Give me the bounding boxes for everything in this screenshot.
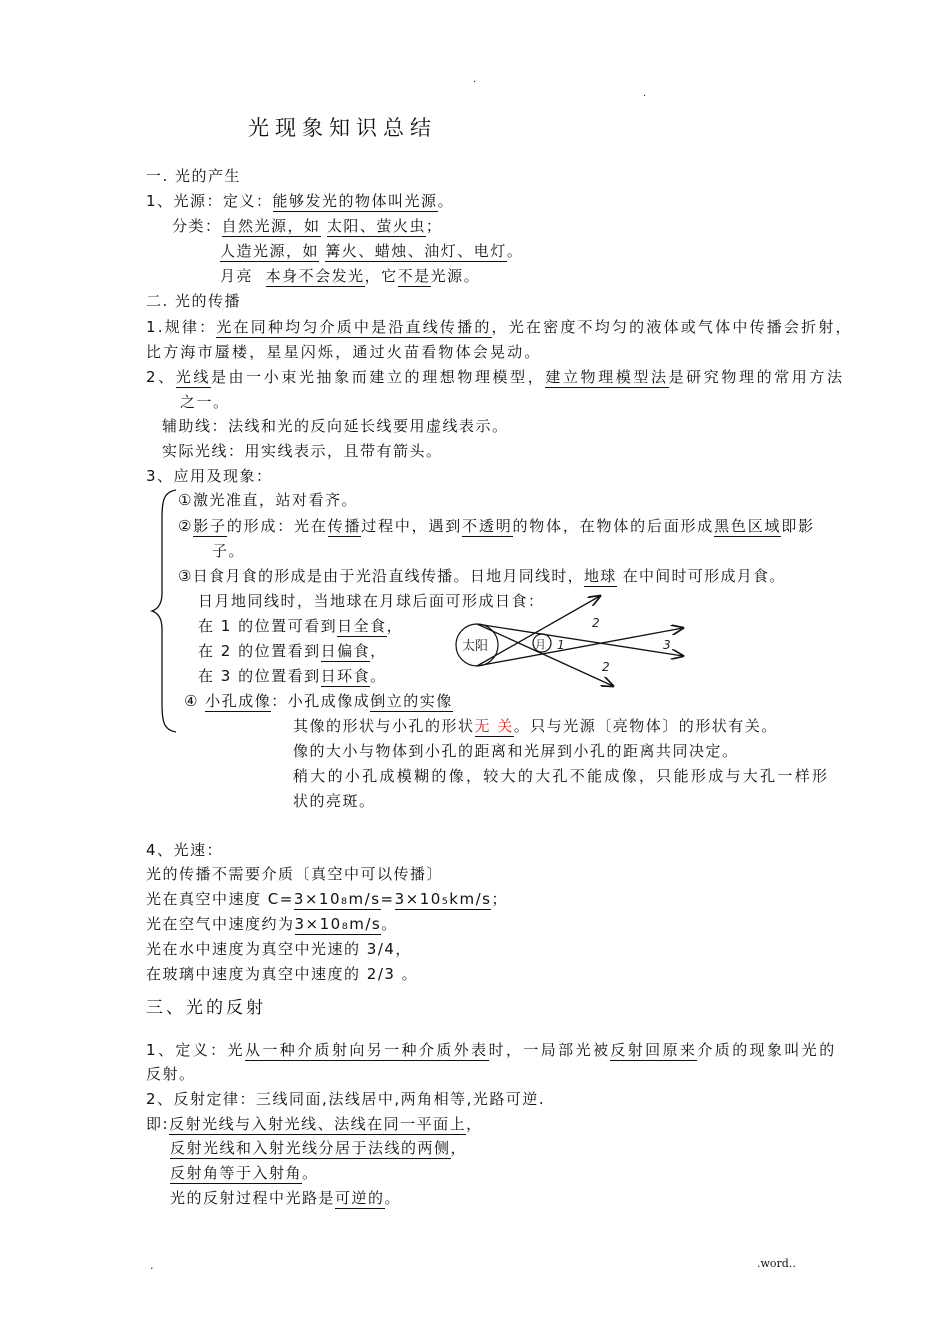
text-line bbox=[220, 241, 523, 261]
text: 光在真空中速度 C= bbox=[146, 890, 294, 908]
underlined-text: 日环食 bbox=[320, 667, 371, 685]
text: ④ bbox=[184, 692, 199, 710]
section-heading: 一. 光的产生 bbox=[146, 167, 242, 185]
text: ； bbox=[491, 890, 508, 908]
text: ， bbox=[466, 1115, 483, 1133]
text-line bbox=[146, 191, 454, 211]
text-line bbox=[170, 1138, 467, 1158]
text-line: 稍大的小孔成模糊的像，较大的大孔不能成像，只能形成与大孔一样形 bbox=[293, 767, 830, 785]
text: ， bbox=[386, 617, 404, 635]
text-line bbox=[146, 1114, 483, 1134]
text: ，它 bbox=[364, 267, 398, 285]
text-line: 光在水中速度为真空中光速的 3/4， bbox=[146, 940, 412, 958]
ray bbox=[477, 596, 600, 666]
text: = bbox=[380, 890, 395, 908]
underlined-text: 人造光源，如 bbox=[220, 242, 320, 260]
text-line: 2、反射定律：三线同面,法线居中,两角相等,光路可逆. bbox=[146, 1090, 546, 1108]
text: 月亮 bbox=[220, 267, 254, 285]
text: ， bbox=[450, 1139, 468, 1157]
text: ③日食月食的形成是由于光沿直线传播。日地月同线时， bbox=[178, 567, 584, 585]
section-heading: 三、光的反射 bbox=[146, 998, 266, 1018]
text: 。 bbox=[506, 242, 524, 260]
text: 是由一小束光抽象而建立的理想物理模型， bbox=[210, 368, 546, 386]
underlined-text: 无 关 bbox=[474, 717, 514, 735]
text-line: 之一。 bbox=[180, 393, 230, 411]
section-heading: 4、光速： bbox=[146, 841, 224, 859]
text-line bbox=[198, 616, 403, 636]
position-label: 2 bbox=[602, 660, 610, 674]
text-line bbox=[146, 914, 398, 934]
underlined-text: 小孔成像 bbox=[205, 692, 272, 710]
ray bbox=[477, 624, 683, 656]
text: 即影 bbox=[781, 517, 815, 535]
text: ② bbox=[178, 517, 194, 535]
underlined-text: 3×10₈m/s bbox=[293, 890, 381, 908]
underlined-text: 日偏食 bbox=[320, 642, 371, 660]
text: 。 bbox=[302, 1164, 319, 1182]
underlined-text: 地球 bbox=[583, 567, 617, 585]
text-line: 日月地同线时，当地球在月球后面可形成日食： bbox=[198, 592, 545, 610]
text: 。 bbox=[384, 1189, 402, 1207]
text-line bbox=[198, 641, 387, 661]
text-line bbox=[220, 266, 480, 286]
text: 光源。 bbox=[430, 267, 481, 285]
underlined-text: 反射光线与入射光线、法线在同一平面上 bbox=[169, 1115, 467, 1133]
text: 。 bbox=[381, 915, 398, 933]
footer-dot: . bbox=[150, 1259, 154, 1272]
underlined-text: 建立物理模型法 bbox=[545, 368, 669, 386]
text: 在中间时可形成月食。 bbox=[622, 567, 786, 585]
text: 1、定义：光 bbox=[146, 1041, 245, 1059]
underlined-text: 能够发光的物体叫光源 bbox=[272, 192, 438, 210]
text: ，光在密度不均匀的液体或气体中传播会折射， bbox=[491, 318, 853, 336]
footer-watermark: .word.. bbox=[757, 1257, 796, 1270]
section-heading: 二. 光的传播 bbox=[146, 292, 242, 310]
text-line: 光的传播不需要介质〔真空中可以传播〕 bbox=[146, 865, 444, 883]
text: 1.规律： bbox=[146, 318, 217, 336]
text: 在 2 的位置看到 bbox=[198, 642, 321, 660]
text-line bbox=[146, 317, 853, 337]
underlined-text: 影子 bbox=[193, 517, 227, 535]
text: 2、 bbox=[146, 368, 176, 386]
text-line: 在玻璃中速度为真空中速度的 2/3 。 bbox=[146, 965, 419, 983]
underlined-text: 倒立的实像 bbox=[370, 692, 453, 710]
text-line: 比方海市蜃楼，星星闪烁，通过火苗看物体会晃动。 bbox=[146, 343, 542, 361]
text: 的形成：光在 bbox=[226, 517, 328, 535]
text: 其像的形状与小孔的形状 bbox=[293, 717, 475, 735]
position-label: 1 bbox=[557, 638, 565, 652]
text-line: 状的亮斑。 bbox=[293, 792, 376, 810]
underlined-text: 不透明 bbox=[462, 517, 513, 535]
header-dot: . bbox=[473, 74, 478, 85]
text: 1、光源：定义： bbox=[146, 192, 273, 210]
underlined-text: 光在同种均匀介质中是沿直线传播的 bbox=[216, 318, 492, 336]
moon-label: 月 bbox=[535, 638, 546, 651]
text: 。只与光源〔亮物体〕的形状有关。 bbox=[513, 717, 778, 735]
underlined-text: 本身不会发光 bbox=[265, 267, 365, 285]
sun-label: 太阳 bbox=[462, 639, 489, 654]
text: 。 bbox=[437, 192, 455, 210]
text-line bbox=[178, 516, 815, 536]
text: 光的反射过程中光路是 bbox=[170, 1189, 336, 1207]
text-line bbox=[146, 889, 508, 909]
text: 。 bbox=[370, 667, 387, 685]
underlined-text: 从一种介质射向另一种介质外表 bbox=[244, 1041, 489, 1059]
text-line bbox=[146, 1040, 837, 1060]
underlined-text: 自然光源，如 bbox=[221, 217, 321, 235]
text-line: 实际光线：用实线表示，且带有箭头。 bbox=[162, 442, 443, 460]
text-line: 子。 bbox=[212, 542, 246, 560]
text: 即: bbox=[146, 1115, 170, 1133]
brace bbox=[150, 488, 180, 734]
text-line bbox=[184, 691, 453, 711]
underlined-text: 不是 bbox=[397, 267, 431, 285]
text-line bbox=[293, 716, 778, 736]
underlined-text: 反射光线和入射光线分居于法线的两侧 bbox=[170, 1139, 451, 1157]
text-line bbox=[170, 1188, 401, 1208]
header-dot: . bbox=[643, 88, 648, 99]
text: ； bbox=[425, 217, 443, 235]
underlined-text: 篝火、蜡烛、油灯、电灯 bbox=[325, 242, 507, 260]
text: 时，一局部光被 bbox=[488, 1041, 611, 1059]
page-title: 光现象知识总结 bbox=[248, 116, 437, 140]
text-line bbox=[146, 367, 845, 387]
text: 在 3 的位置看到 bbox=[198, 667, 321, 685]
ray bbox=[477, 628, 683, 666]
text-line bbox=[170, 1163, 319, 1183]
text-line bbox=[198, 666, 387, 686]
underlined-text: 太阳、萤火虫 bbox=[326, 217, 426, 235]
text: 分类： bbox=[172, 217, 222, 235]
text-line: 3、应用及现象： bbox=[146, 467, 273, 485]
underlined-text: 日全食 bbox=[337, 617, 387, 635]
underlined-text: 光线 bbox=[175, 368, 211, 386]
text: ：小孔成像成 bbox=[271, 692, 371, 710]
text: 在 1 的位置可看到 bbox=[198, 617, 338, 635]
underlined-text: 可逆的 bbox=[335, 1189, 385, 1207]
text: 光在空气中速度约为 bbox=[146, 915, 295, 933]
underlined-text: 3×10₈m/s bbox=[294, 915, 382, 933]
text-line: 像的大小与物体到小孔的距离和光屏到小孔的距离共同决定。 bbox=[293, 742, 739, 760]
text: 介质的现象叫光的 bbox=[697, 1041, 837, 1059]
eclipse-diagram bbox=[450, 586, 690, 696]
position-label: 3 bbox=[663, 638, 671, 652]
underlined-text: 反射角等于入射角 bbox=[170, 1164, 303, 1182]
text: ， bbox=[370, 642, 387, 660]
position-label: 2 bbox=[592, 616, 600, 630]
text-line: 辅助线：法线和光的反向延长线要用虚线表示。 bbox=[162, 417, 509, 435]
underlined-text: 3×10₅km/s bbox=[394, 890, 492, 908]
text: 是研究物理的常用方法 bbox=[668, 368, 845, 386]
underlined-text: 传播 bbox=[327, 517, 362, 535]
text-line bbox=[178, 566, 786, 586]
text-line: 反射。 bbox=[146, 1065, 196, 1083]
underlined-text: 黑色区域 bbox=[714, 517, 782, 535]
text-line bbox=[172, 216, 442, 236]
text: 的物体，在物体的后面形成 bbox=[512, 517, 715, 535]
underlined-text: 反射回原来 bbox=[610, 1041, 698, 1059]
text: 过程中，遇到 bbox=[361, 517, 463, 535]
text-line: ①激光准直，站对看齐。 bbox=[178, 491, 358, 509]
